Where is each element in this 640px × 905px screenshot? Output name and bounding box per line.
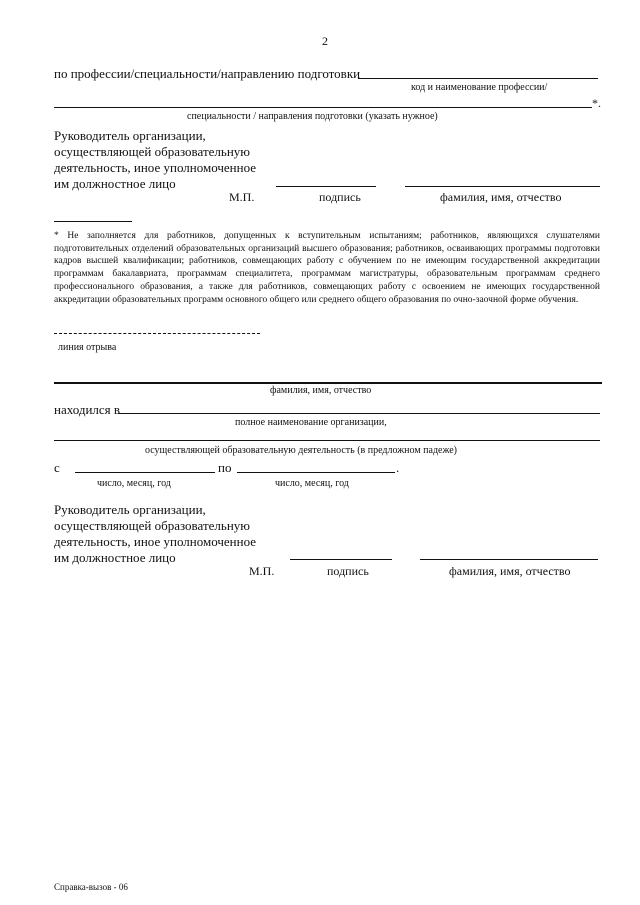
- signature-caption-1: подпись: [319, 190, 361, 204]
- profession-label: по профессии/специальности/направлению подготовки: [54, 66, 361, 81]
- full-name-line-2[interactable]: [420, 559, 598, 560]
- full-name-caption-2: фамилия, имя, отчество: [449, 564, 571, 578]
- tear-line-label: линия отрыва: [58, 342, 117, 353]
- asterisk-mark: *.: [592, 96, 601, 110]
- was-at-label: находился в: [54, 402, 121, 417]
- page-number: 2: [322, 34, 328, 48]
- footnote-text: * Не заполняется для работников, допущенных к вступительным испытаниям; работников, являющихся слушателями подготовительных отделений образовательных организаций высшего образования; работников, осваивающих программы подготовки кадров высшей квалификации; работников, совмещающих работу с обучением по не имеющим государственной аккредитации программам бакалавриата, программам специалитета, программам магистратуры, образовательным программам среднего профессионального образования, а также для работников, совмещающих работу с освоением не имеющих государственной аккредитации образовательных программ основного общего или среднего общего образования по очно-заочной форме обучения.: [54, 231, 600, 305]
- stamp-place-label-1: М.П.: [229, 190, 255, 204]
- stamp-place-label-2: М.П.: [249, 564, 275, 578]
- specialty-caption: специальности / направления подготовки (указать нужное): [187, 111, 438, 122]
- from-date-caption: число, месяц, год: [97, 478, 171, 489]
- organization-caption: полное наименование организации,: [235, 417, 387, 428]
- to-label: по: [218, 460, 232, 475]
- full-name-line-1[interactable]: [405, 186, 600, 187]
- organization-caption-2: осуществляющей образовательную деятельность (в предложном падеже): [145, 445, 458, 456]
- to-date-caption: число, месяц, год: [275, 478, 349, 489]
- full-name-caption: фамилия, имя, отчество: [270, 385, 372, 396]
- signature-caption-2: подпись: [327, 564, 369, 578]
- organization-field-line[interactable]: [118, 413, 600, 414]
- form-code: Справка-вызов - 06: [54, 882, 128, 892]
- to-date-line[interactable]: [237, 472, 395, 473]
- organization-field-line-2[interactable]: [54, 440, 600, 441]
- tear-line: [54, 333, 260, 334]
- footnote-separator: [54, 221, 132, 222]
- signature-line-1[interactable]: [276, 186, 376, 187]
- from-date-line[interactable]: [75, 472, 215, 473]
- specialty-field-line[interactable]: [54, 107, 592, 108]
- from-label: с: [54, 460, 60, 475]
- head-of-organization-label-2: Руководитель организации, осуществляющей образовательную деятельность, иное уполномоченное им должностное лицо: [54, 502, 257, 565]
- full-name-caption-1: фамилия, имя, отчество: [440, 190, 562, 204]
- date-end-dot: .: [396, 460, 400, 475]
- profession-field-line[interactable]: [358, 78, 598, 79]
- head-of-organization-label-1: Руководитель организации, осуществляющей образовательную деятельность, иное уполномоченное им должностное лицо: [54, 128, 257, 191]
- full-name-line[interactable]: [54, 382, 602, 384]
- signature-line-2[interactable]: [290, 559, 392, 560]
- code-caption: код и наименование профессии/: [411, 82, 548, 93]
